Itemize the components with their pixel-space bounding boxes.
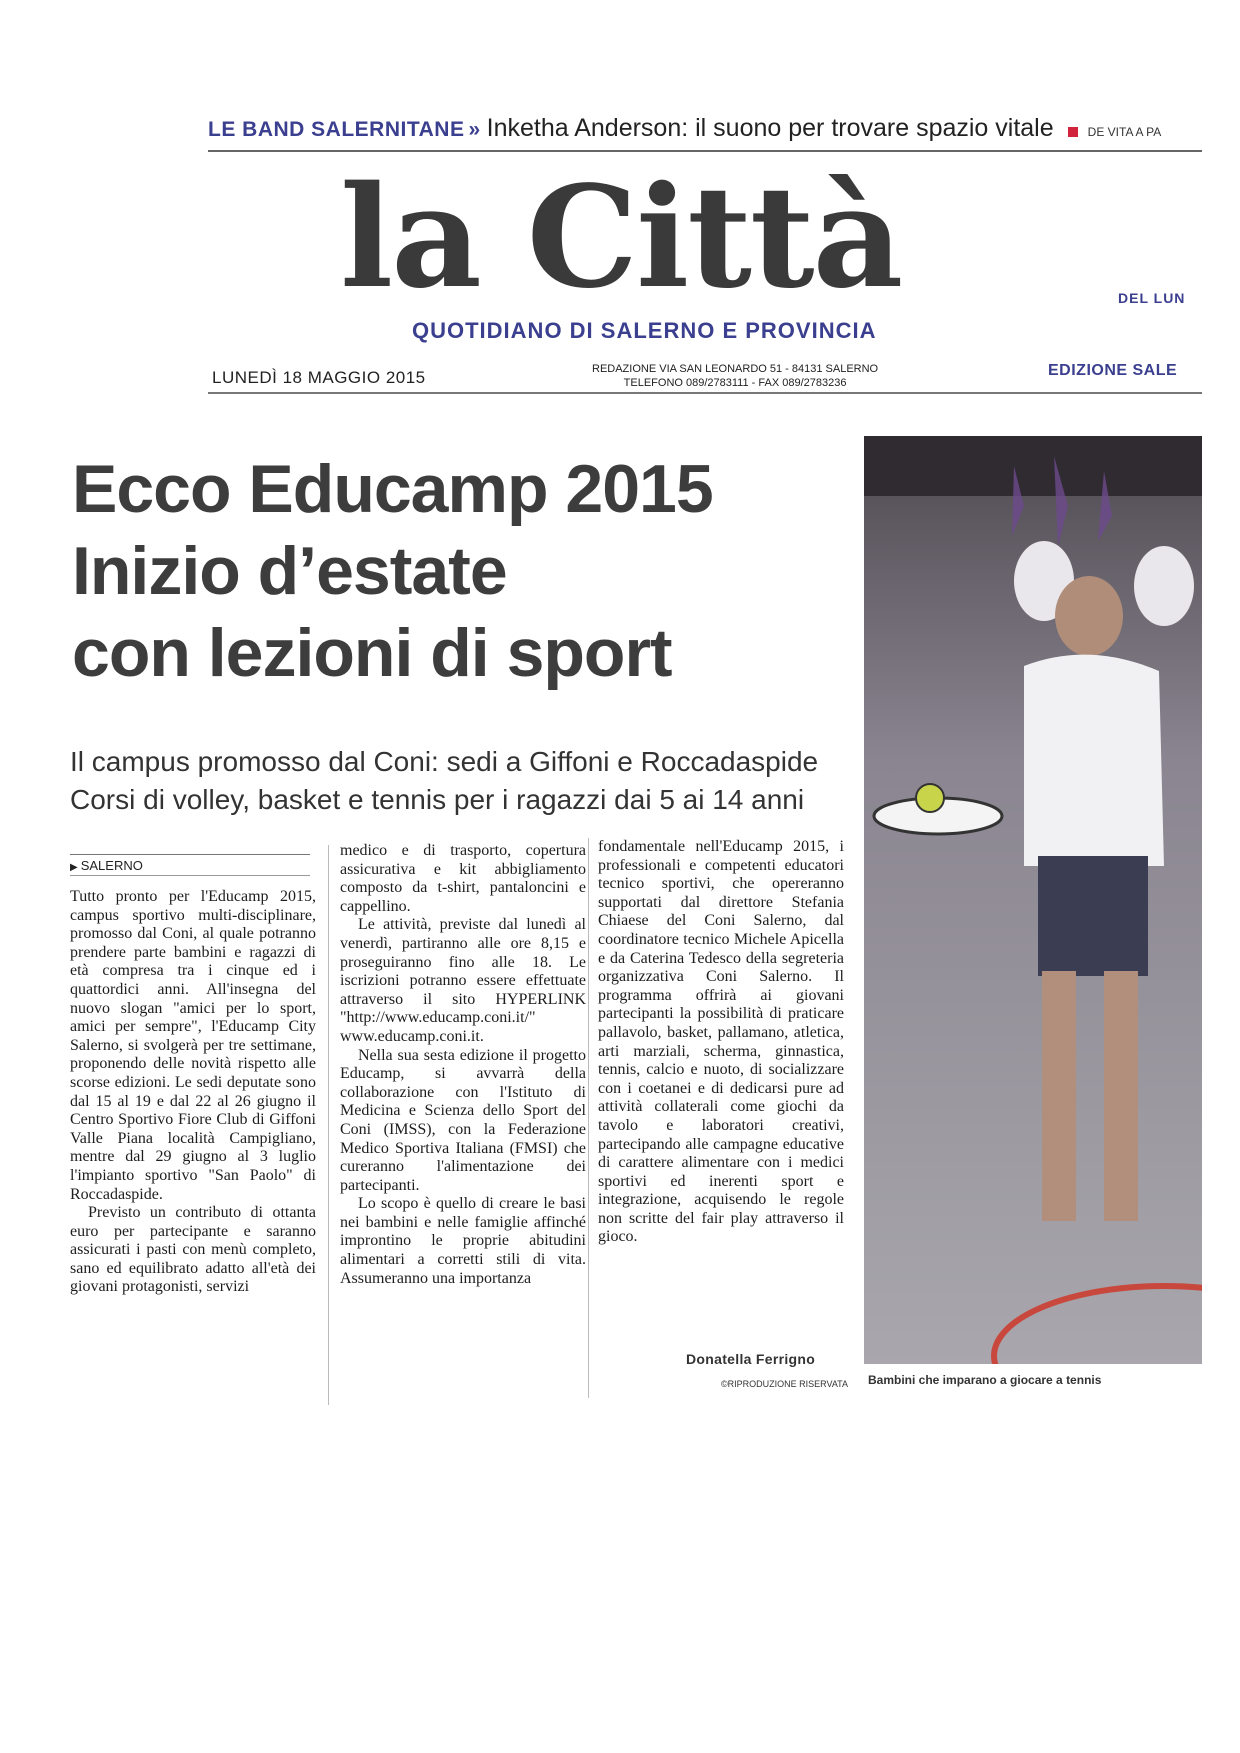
logo-suffix: DEL LUN <box>1118 290 1186 306</box>
photo-caption: Bambini che imparano a giocare a tennis <box>868 1373 1102 1387</box>
article-column-3 <box>598 838 844 1247</box>
editorial-phone-line: TELEFONO 089/2783111 - FAX 089/2783236 <box>623 377 847 389</box>
column-divider <box>588 838 589 1398</box>
article-subtitle-line: Il campus promosso dal Coni: sedi a Giffoni e Roccadaspide <box>70 746 819 777</box>
article-dateline <box>70 854 310 876</box>
article-subtitle <box>70 743 850 819</box>
photo-illustration <box>864 436 1202 1364</box>
teaser-chevrons: » <box>468 118 481 141</box>
rights-notice: ©RIPRODUZIONE RISERVATA <box>721 1379 848 1389</box>
red-square-bullet-icon <box>1068 127 1078 137</box>
article-subtitle-line: Corsi di volley, basket e tennis per i ragazzi dai 5 ai 14 anni <box>70 784 805 815</box>
masthead-bottom-rule <box>208 392 1202 394</box>
editorial-address-line: REDAZIONE VIA SAN LEONARDO 51 - 84131 SALERNO <box>592 363 879 375</box>
article-title-line: con lezioni di sport <box>72 615 672 691</box>
masthead-top-rule <box>208 150 1202 152</box>
article-paragraph: Tutto pronto per l'Educamp 2015, campus sportivo multi-disciplinare, promosso dal Coni, al quale potranno prendere parte bambini e ragazzi di età compresa tra i cinque ed i quattordici anni. All'insegna del nuovo slogan "amici per lo sport, amici per sempre", l'Educamp City Salerno, si svolgerà per tre settimane, proponendo delle novità rispetto alle scorse edizioni. Le sedi deputate sono dal 15 al 19 e dal 22 al 26 giugno il Centro Sportivo Fiore Club di Giffoni Valle Piana località Campigliano, mentre dal 29 giugno al 3 luglio l'impianto sportivo "San Paolo" di Roccadaspide. <box>70 888 316 1203</box>
issue-date: LUNEDÌ 18 MAGGIO 2015 <box>212 368 426 387</box>
photo-tennis-ball <box>916 784 944 812</box>
teaser-headline: Inketha Anderson: il suono per trovare spazio vitale <box>486 114 1054 142</box>
teaser-side-text: DE VITA A PA <box>1087 125 1162 139</box>
photo-child-leg-right <box>1104 971 1138 1221</box>
editorial-address <box>592 362 878 390</box>
article-column-1 <box>70 888 316 1297</box>
article-paragraph: Le attività, previste dal lunedì al venerdì, partiranno alle ore 8,15 e proseguiranno fino alle 18. Le iscrizioni potranno essere effettuate attraverso il sito HYPERLINK "http://www.educamp.coni.it/" www.educamp.coni.it. <box>340 916 586 1045</box>
teaser-kicker: LE BAND SALERNITANE <box>208 118 465 141</box>
photo-child-shorts <box>1038 856 1148 976</box>
column-divider <box>328 845 329 1405</box>
dateline-text: SALERNO <box>80 858 143 873</box>
photo-dark-top <box>864 436 1202 496</box>
top-teaser-bar <box>208 114 1202 146</box>
article-title-line: Inizio d’estate <box>72 533 507 609</box>
newspaper-subtitle: QUOTIDIANO DI SALERNO E PROVINCIA <box>412 318 877 343</box>
article-paragraph: Lo scopo è quello di creare le basi nei bambini e nelle famiglie affinché improntino le proprie abitudini alimentari a corretti stili di vita. Assumeranno una importanza <box>340 1195 586 1287</box>
article-paragraph: medico e di trasporto, copertura assicurativa e kit abbigliamento composto da t-shirt, pantaloncini e cappellino. <box>340 842 586 915</box>
newspaper-logo: la Città <box>340 156 902 320</box>
dateline-marker-icon: ▶ <box>70 862 78 873</box>
photo-child-shirt <box>1024 655 1164 866</box>
article-photo <box>864 436 1202 1364</box>
article-title <box>72 448 852 694</box>
photo-child-head <box>1055 576 1123 656</box>
article-paragraph: fondamentale nell'Educamp 2015, i professionali e competenti educatori tecnico sportivi, che opereranno supportati dal direttore Stefania Chiaese del Coni Salerno, dal coordinatore tecnico Michele Apicella e da Caterina Tedesco della segreteria organizzativa Coni Salerno. Il programma offrirà ai giovani partecipanti la possibilità di praticare pallavolo, basket, pallamano, atletica, arti marziali, scherma, ginnastica, tennis, calcio e nuoto, di socializzare con i coetanei e di dedicarsi pure ad attività collaterali come giochi da tavolo e laboratori creativi, partecipando alle campagne educative di carattere alimentare con i medici sportivi ed inerenti sport e integrazione, acquisendo le regole non scritte del fair play attraverso il gioco. <box>598 838 844 1246</box>
article-paragraph: Previsto un contributo di ottanta euro per partecipante e saranno assicurati i pasti con menù completo, sano ed equilibrato adatto all'età dei giovani protagonisti, servizi <box>70 1204 316 1296</box>
article-author: Donatella Ferrigno <box>686 1351 816 1367</box>
photo-child-leg-left <box>1042 971 1076 1221</box>
photo-child-background-2 <box>1134 546 1194 626</box>
edition-label: EDIZIONE SALE <box>1048 362 1178 379</box>
article-paragraph: Nella sua sesta edizione il progetto Educamp, si avvarrà della collaborazione con l'Istituto di Medicina e Scienza dello Sport del Coni (IMSS), con la Federazione Medico Sportiva Italiana (FMSI) che cureranno l'alimentazione dei partecipanti. <box>340 1046 586 1194</box>
article-column-2 <box>340 842 586 1288</box>
article-title-line: Ecco Educamp 2015 <box>72 451 713 527</box>
